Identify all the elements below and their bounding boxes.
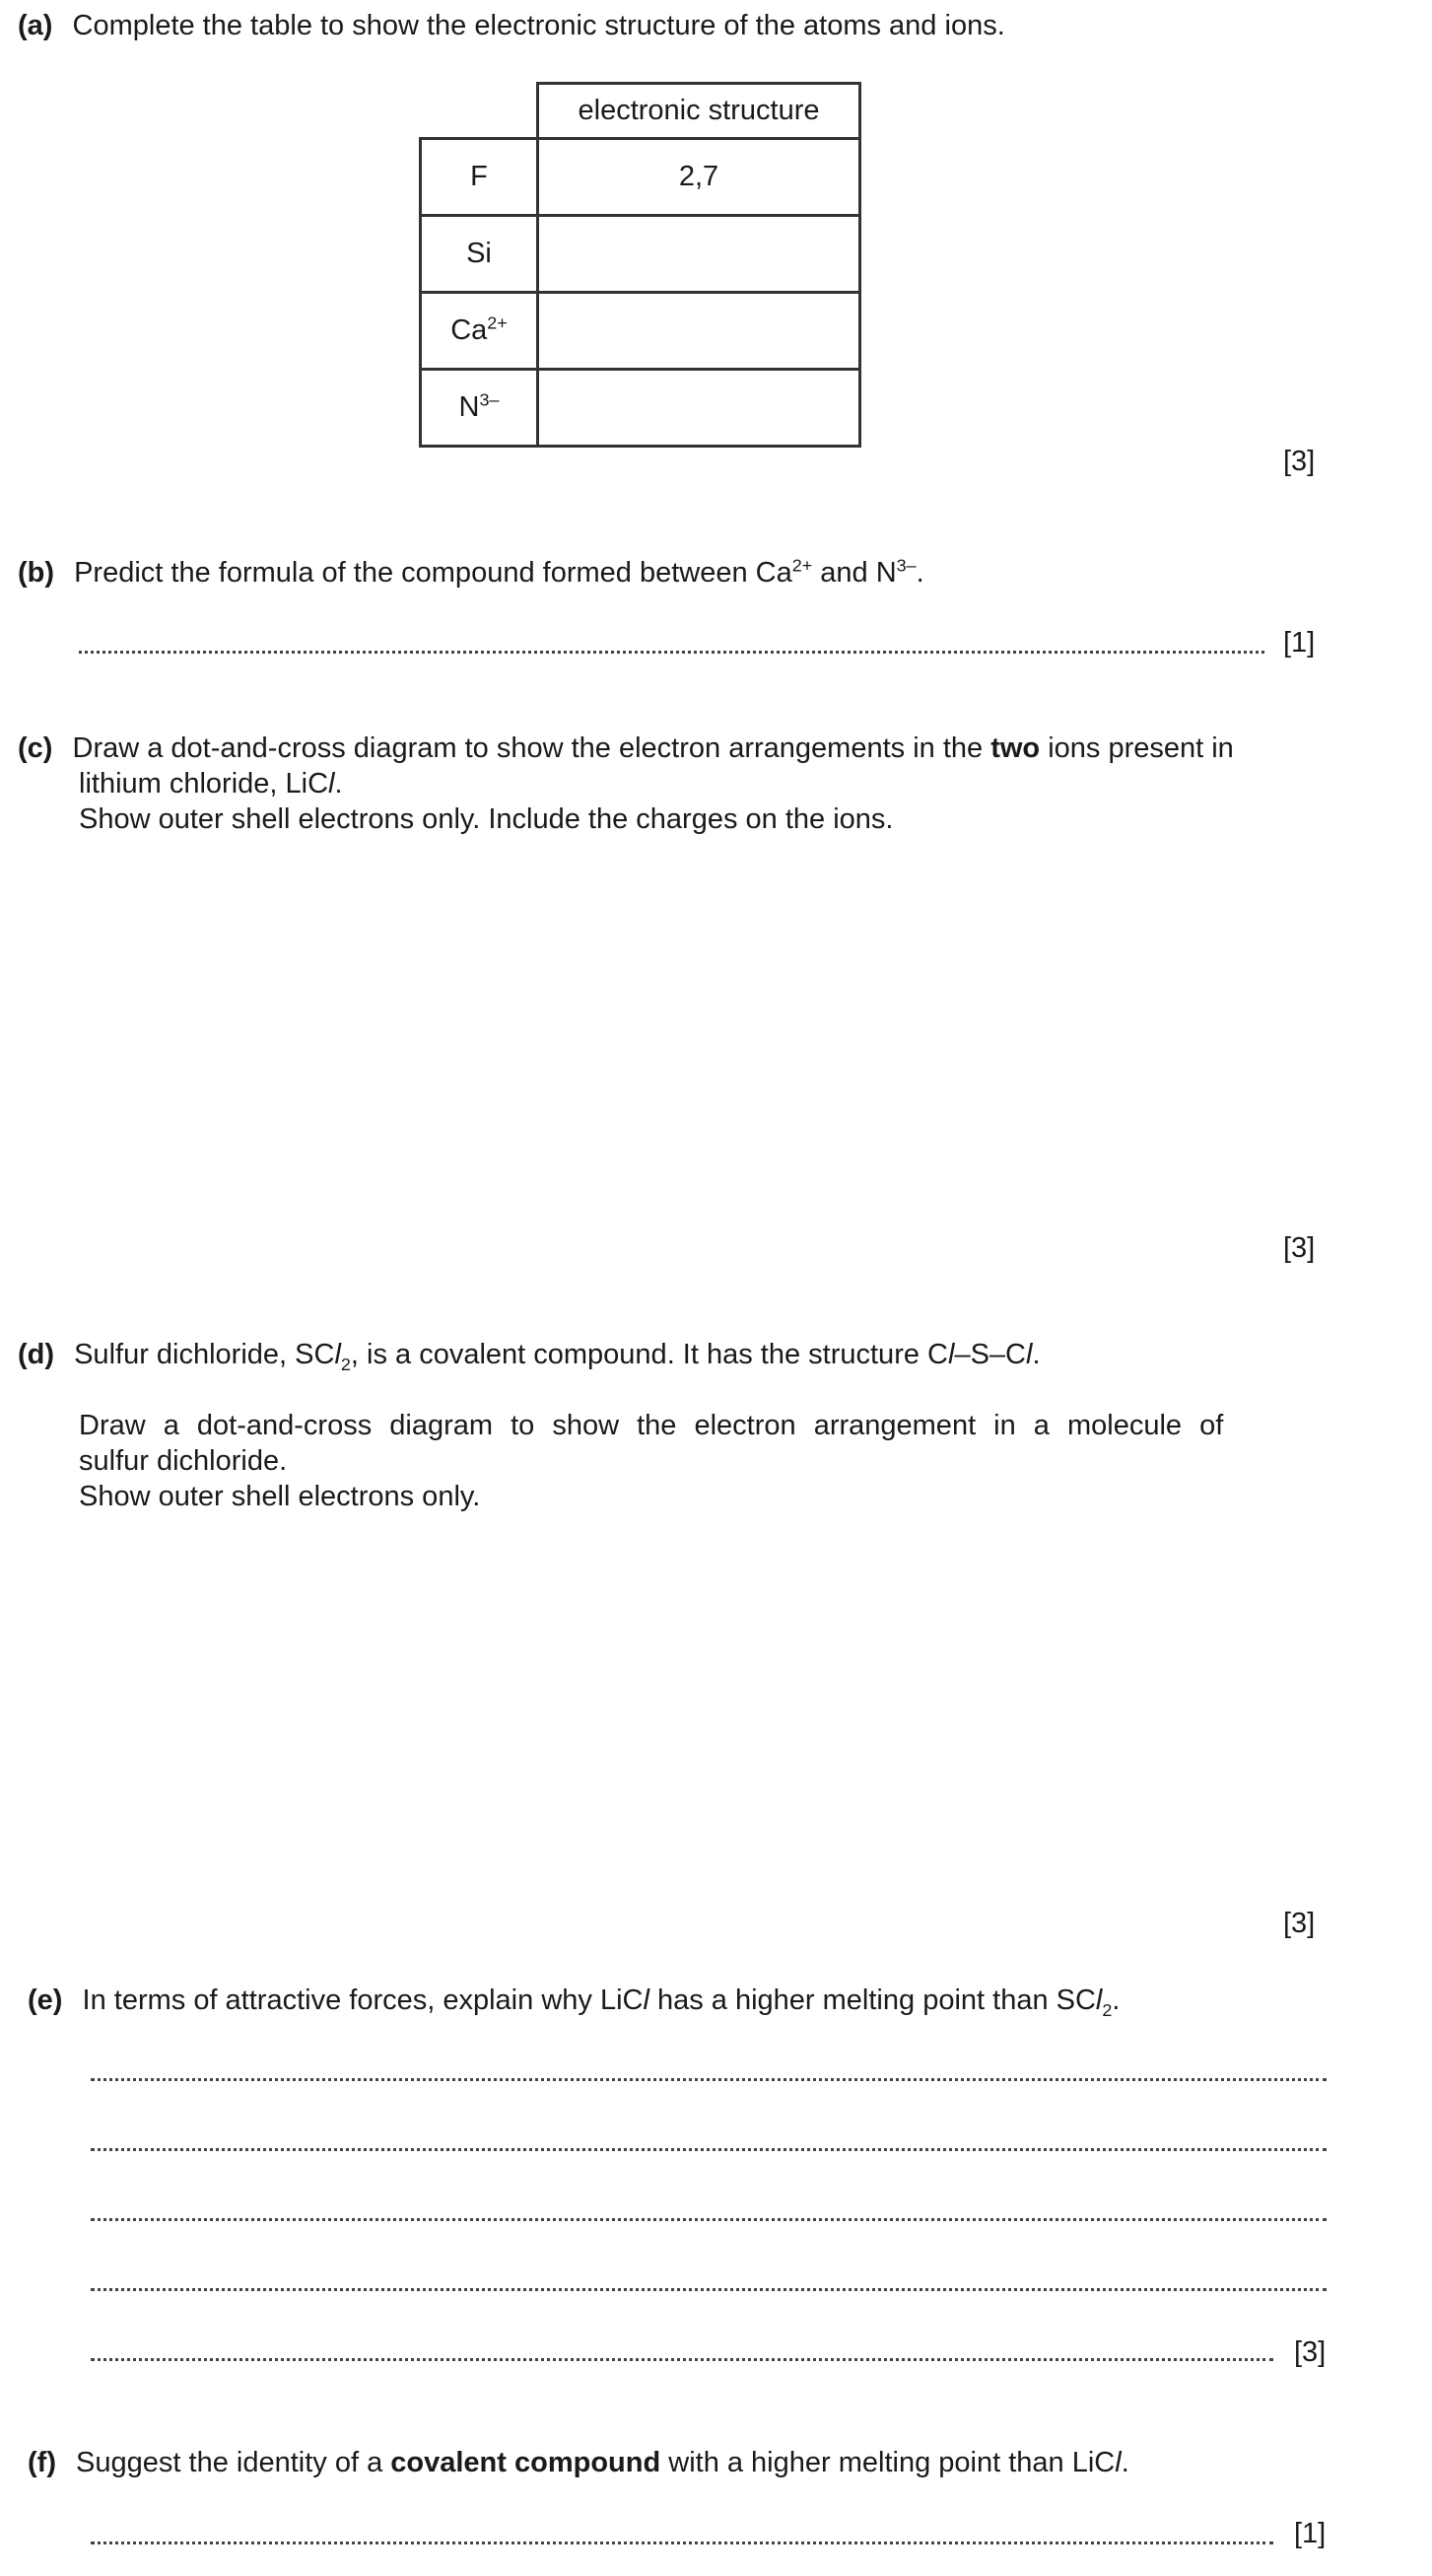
table-symbol: $N^{3-}$ xyxy=(421,370,538,447)
question-d-line3: sulfur dichloride. xyxy=(79,1445,288,1477)
drawing-area-c[interactable] xyxy=(79,848,1311,1213)
question-c-label: (c) xyxy=(18,732,53,764)
table-header: electronic structure xyxy=(538,84,860,139)
question-b-marks: [1] xyxy=(1283,627,1316,659)
answer-line-f[interactable] xyxy=(91,2541,1273,2544)
table-row xyxy=(421,216,860,293)
question-d-marks: [3] xyxy=(1283,1908,1316,1939)
answer-line-e[interactable] xyxy=(91,2358,1273,2361)
answer-line-b[interactable] xyxy=(79,651,1264,654)
table-symbol: F xyxy=(421,139,538,216)
table-answer-cell[interactable] xyxy=(538,293,860,370)
question-e-marks: [3] xyxy=(1294,2336,1327,2368)
table-row xyxy=(421,139,860,216)
question-b-label: (b) xyxy=(18,557,55,589)
answer-line-e[interactable] xyxy=(91,2288,1327,2291)
question-f-label: (f) xyxy=(28,2447,56,2478)
table-answer-cell[interactable] xyxy=(538,216,860,293)
question-a xyxy=(18,10,1005,42)
question-d-label: (d) xyxy=(18,1339,55,1370)
answer-line-e[interactable] xyxy=(91,2148,1327,2151)
question-e-prompt: In terms of attractive forces, explain why LiCl has a higher melting point than SCl$_2$. xyxy=(82,1984,1121,2020)
question-c-line2: lithium chloride, LiCl. xyxy=(79,768,343,800)
question-a-marks: [3] xyxy=(1283,446,1316,477)
table-row xyxy=(421,370,860,447)
question-d-line4: Show outer shell electrons only. xyxy=(79,1481,481,1512)
drawing-area-d[interactable] xyxy=(79,1528,1311,1883)
question-f-prompt: Suggest the identity of a covalent compound with a higher melting point than LiCl. xyxy=(76,2447,1129,2478)
question-d-line2: Draw a dot-and-cross diagram to show the electron arrangement in a molecule of xyxy=(79,1410,1224,1441)
question-e xyxy=(28,1984,1121,2020)
question-a-prompt: Complete the table to show the electronic structure of the atoms and ions. xyxy=(72,10,1005,41)
table-row xyxy=(421,293,860,370)
question-f xyxy=(28,2447,1129,2479)
answer-line-e[interactable] xyxy=(91,2078,1327,2081)
question-e-label: (e) xyxy=(28,1984,63,2016)
question-f-marks: [1] xyxy=(1294,2518,1327,2549)
question-c-line1: Draw a dot-and-cross diagram to show the electron arrangements in the two ions present in xyxy=(72,732,1234,764)
question-d-line1: Sulfur dichloride, SCl$_2$, is a covalent compound. It has the structure Cl–S–Cl. xyxy=(74,1339,1041,1374)
answer-line-e[interactable] xyxy=(91,2218,1327,2221)
question-a-label: (a) xyxy=(18,10,53,41)
table-answer-cell: 2,7 xyxy=(538,139,860,216)
question-c xyxy=(18,732,1234,765)
electronic-structure-table xyxy=(419,82,861,448)
table-answer-cell[interactable] xyxy=(538,370,860,447)
table-symbol: $Ca^{2+}$ xyxy=(421,293,538,370)
question-b xyxy=(18,557,924,590)
table-symbol: Si xyxy=(421,216,538,293)
question-d xyxy=(18,1339,1041,1374)
question-c-marks: [3] xyxy=(1283,1232,1316,1264)
question-c-line3: Show outer shell electrons only. Include the charges on the ions. xyxy=(79,803,894,835)
question-b-prompt: Predict the formula of the compound formed between $Ca^{2+}$ and $N^{3-}$. xyxy=(74,555,924,589)
